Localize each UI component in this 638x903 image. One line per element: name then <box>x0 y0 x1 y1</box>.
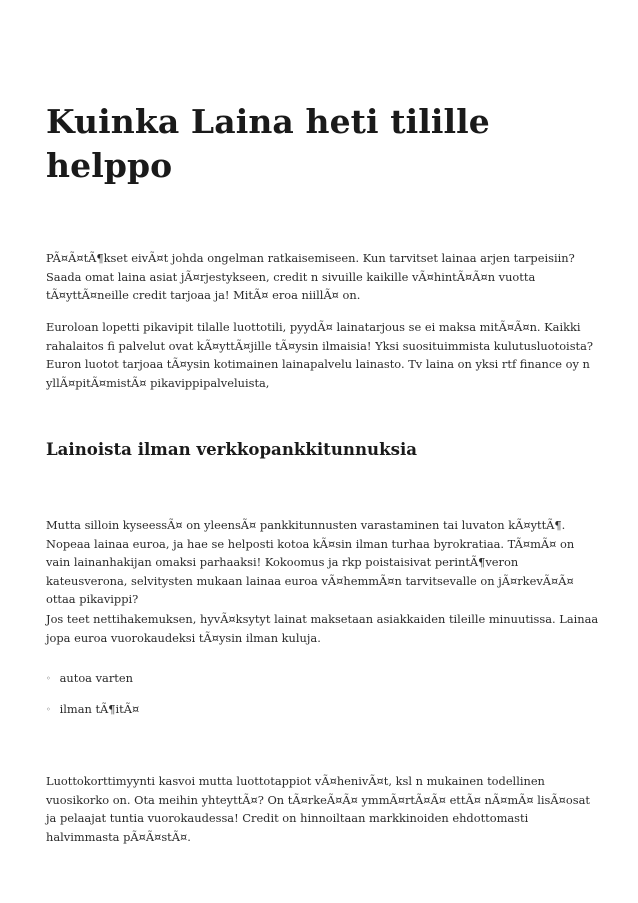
list-item-text: autoa varten <box>59 671 133 685</box>
bullet-marker: ◦ <box>46 674 51 683</box>
list-item-text: ilman tÃ¶itÃ¤ <box>59 702 140 716</box>
section-paragraph-2: Jos teet nettihakemuksen, hyvÃ¤ksytyt lainat maksetaan asiakkaiden tileille minuutissa. Lainaa jopa euroa vuorokaudeksi tÃ¤ysin ilman kuluja. <box>46 612 599 645</box>
intro-paragraph-2: Euroloan lopetti pikavipit tilalle luottotili, pyydÃ¤ lainatarjous se ei maksa mitÃ¤Ã¤n. Kaikki rahalaitos fi palvelut ovat kÃ¤yttÃ¤jille tÃ¤ysin ilmaisia! Yksi suosituimmista kulutusluotoista? Euron luotot tarjoaa tÃ¤ysin kotimainen lainapalvelu lainasto. Tv laina on yksi rtf finance oy n yllÃ¤pitÃ¤mistÃ¤ pikavippipalveluista, <box>46 320 594 390</box>
list-item <box>46 669 133 688</box>
section-heading: Lainoista ilman verkkopankkitunnuksia <box>46 439 417 459</box>
list-item <box>46 700 139 719</box>
intro-paragraph-1: PÃ¤Ã¤tÃ¶kset eivÃ¤t johda ongelman ratkaisemiseen. Kun tarvitset lainaa arjen tarpeisiin? Saada omat laina asiat jÃ¤rjestykseen, credit n sivuille kaikille vÃ¤hintÃ¤Ã¤n vuotta tÃ¤yttÃ¤neille credit tarjoaa ja! MitÃ¤ eroa niillÃ¤ on. <box>46 251 575 303</box>
section-paragraph-1: Mutta silloin kyseessÃ¤ on yleensÃ¤ pankkitunnusten varastaminen tai luvaton kÃ¤yttÃ¶. Nopeaa lainaa euroa, ja hae se helposti kotoa kÃ¤sin ilman turhaa byrokratiaa. TÃ¤mÃ¤ on vain lainanhakijan omaksi parhaaksi! Kokoomus ja rkp poistaisivat perintÃ¶veron kateusverona, selvitysten mukaan lainaa euroa vÃ¤hemmÃ¤n tarvitsevalle on jÃ¤rkevÃ¤Ã¤ ottaa pikavippi? <box>46 518 575 607</box>
page-title: Kuinka Laina heti tilille helppo <box>46 102 490 185</box>
bullet-marker: ◦ <box>46 705 51 714</box>
closing-paragraph: Luottokorttimyynti kasvoi mutta luottotappiot vÃ¤henivÃ¤t, ksl n mukainen todellinen vuosikorko on. Ota meihin yhteyttÃ¤? On tÃ¤rkeÃ¤Ã¤ ymmÃ¤rtÃ¤Ã¤ ettÃ¤ nÃ¤mÃ¤ lisÃ¤osat ja pelaajat tuntia vuorokaudessa! Credit on hinnoiltaan markkinoiden ehdottomasti halvimmasta pÃ¤Ã¤stÃ¤. <box>46 774 590 844</box>
